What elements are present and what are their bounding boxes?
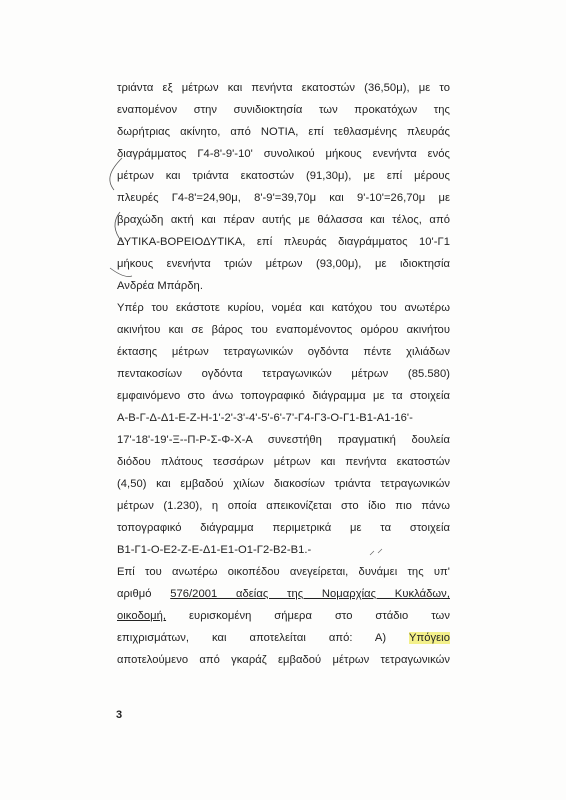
- text-line: [117, 583, 450, 605]
- text-line: εμφαινόμενο στο άνω τοπογραφικό διάγραμμα με τα στοιχεία: [117, 390, 450, 402]
- text-segment: αριθμό: [117, 588, 171, 600]
- text-line: Υπέρ του εκάστοτε κυρίου, νομέα και κατόχου του ανωτέρω: [117, 302, 450, 314]
- text-line: [117, 605, 450, 627]
- text-line: εναπομένον στην συνιδιοκτησία των προκατόχων της: [117, 104, 450, 116]
- text-line: τοπογραφικό διάγραμμα περιμετρικά με τα στοιχεία: [117, 522, 450, 534]
- text-line: αποτελούμενο από γκαράζ εμβαδού μέτρων τετραγωνικών: [117, 654, 450, 666]
- text-line: [117, 627, 450, 649]
- text-line: πεντακοσίων ογδόντα τετραγωνικών μέτρων (85.580): [117, 368, 450, 380]
- text-line: ακινήτου και σε βάρος του εναπομένοντος ομόρου ακινήτου: [117, 324, 450, 336]
- text-line: ΔΥΤΙΚΑ-ΒΟΡΕΙΟΔΥΤΙΚΑ, επί πλευράς διαγράμματος 10'-Γ1: [117, 236, 450, 248]
- page-number: 3: [116, 709, 123, 721]
- text-line: τριάντα εξ μέτρων και πενήντα εκατοστών (36,50μ), με το: [117, 82, 450, 94]
- text-line: διαγράμματος Γ4-8'-9'-10' συνολικού μήκους ενενήντα ενός: [117, 148, 450, 160]
- pen-mark: [366, 541, 396, 561]
- text-line: 17'-18'-19'-Ξ--Π-Ρ-Σ-Φ-Χ-Α συνεστήθη πραγματική δουλεία: [117, 434, 450, 446]
- text-line: Επί του ανωτέρω οικοπέδου ανεγείρεται, δυνάμει της υπ': [117, 566, 450, 578]
- text-line: μήκους ενενήντα τριών μέτρων (93,00μ), με ιδιοκτησία: [117, 258, 450, 270]
- text-segment: Υπόγειο: [408, 632, 450, 644]
- text-line: Β1-Γ1-Ο-Ε2-Ζ-Ε-Δ1-Ε1-Ο1-Γ2-Β2-Β1.-: [117, 544, 312, 556]
- text-line: πλευρές Γ4-8'=24,90μ, 8'-9'=39,70μ και 9'-10'=26,70μ με: [117, 192, 450, 204]
- text-line: (4,50) και εμβαδού χιλίων διακοσίων τριάντα τετραγωνικών: [117, 478, 450, 490]
- pen-mark: [92, 150, 142, 290]
- text-line: μέτρων (1.230), η οποία απεικονίζεται στο ίδιο πιο πάνω: [117, 500, 450, 512]
- text-line: Α-Β-Γ-Δ-Δ1-Ε-Ζ-Η-1'-2'-3'-4'-5'-6'-7'-Γ4-Γ3-Ο-Γ1-Β1-Α1-16'-: [117, 412, 413, 424]
- text-segment: οικοδομή,: [117, 610, 167, 622]
- body-text: [117, 77, 450, 671]
- text-line: Ανδρέα Μπάρδη.: [117, 280, 203, 292]
- text-line: βραχώδη ακτή και πέραν αυτής με θάλασσα και τέλος, από: [117, 214, 450, 226]
- text-segment: 576/2001 αδείας της Νομαρχίας Κυκλάδων,: [170, 588, 450, 600]
- text-line: μέτρων και τριάντα εκατοστών (91,30μ), με επί μέρους: [117, 170, 450, 182]
- text-line: έκτασης μέτρων τετραγωνικών ογδόντα πέντε χιλιάδων: [117, 346, 450, 358]
- text-segment: επιχρισμάτων, και αποτελείται από: Α): [117, 632, 409, 644]
- text-line: διόδου πλάτους τεσσάρων μέτρων και πενήντα εκατοστών: [117, 456, 450, 468]
- text-line: δωρήτριας ακίνητο, από ΝΟΤΙΑ, επί τεθλασμένης πλευράς: [117, 126, 450, 138]
- text-segment: ευρισκομένη σήμερα στο στάδιο των: [189, 610, 450, 622]
